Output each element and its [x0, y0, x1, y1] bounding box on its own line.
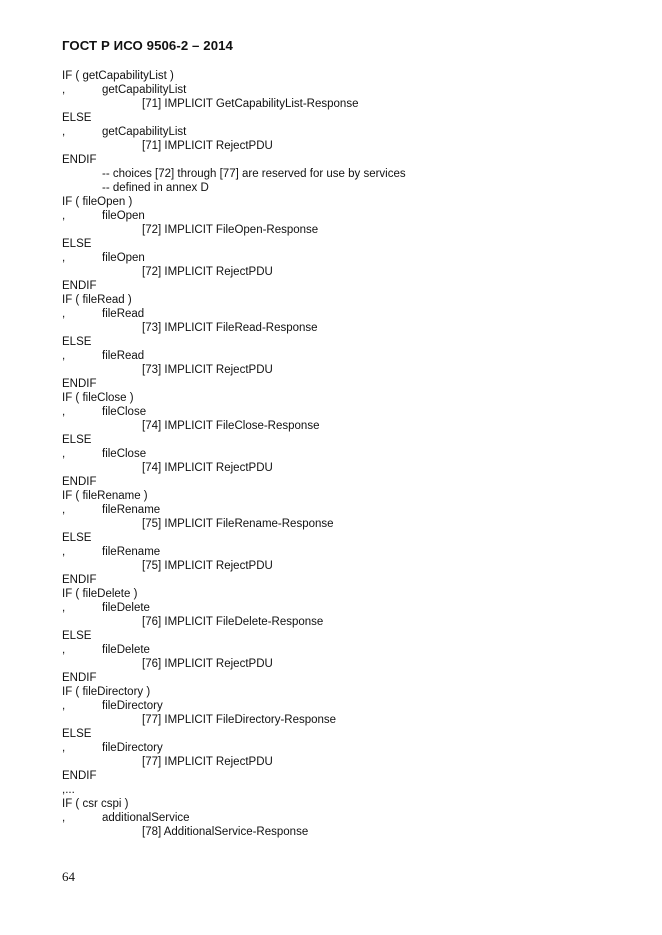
code-line	[62, 769, 406, 783]
code-line	[62, 377, 406, 391]
code-line-text: ELSE	[62, 630, 92, 642]
code-line-text: ENDIF	[62, 378, 97, 390]
code-line-text: IF ( fileDirectory )	[62, 686, 151, 698]
code-line-text: ELSE	[62, 728, 92, 740]
code-line	[62, 335, 406, 349]
comma-separator: ,	[62, 84, 66, 96]
comma-separator: ,	[62, 812, 66, 824]
code-line-text: fileDirectory	[102, 700, 163, 712]
code-line	[62, 83, 406, 97]
code-line-text: [72] IMPLICIT RejectPDU	[142, 266, 273, 278]
code-line-text: [74] IMPLICIT RejectPDU	[142, 462, 273, 474]
code-line	[62, 755, 406, 769]
code-line	[62, 657, 406, 671]
code-line-text: ELSE	[62, 238, 92, 250]
code-line-text: IF ( fileDelete )	[62, 588, 138, 600]
code-line	[62, 167, 406, 181]
code-line-text: ENDIF	[62, 672, 97, 684]
comma-separator: ,	[62, 602, 66, 614]
code-line-text: ELSE	[62, 434, 92, 446]
comma-separator: ,	[62, 700, 66, 712]
code-line-text: [77] IMPLICIT RejectPDU	[142, 756, 273, 768]
code-line-text: fileOpen	[102, 210, 145, 222]
code-line-text: ENDIF	[62, 476, 97, 488]
code-line	[62, 797, 406, 811]
code-line	[62, 811, 406, 825]
code-line-text: IF ( csr cspi )	[62, 798, 129, 810]
code-line	[62, 629, 406, 643]
code-line-text: getCapabilityList	[102, 84, 187, 96]
code-line	[62, 503, 406, 517]
asn1-code-block	[62, 69, 406, 839]
code-line-text: fileRename	[102, 546, 161, 558]
code-line	[62, 223, 406, 237]
code-line	[62, 601, 406, 615]
code-line	[62, 97, 406, 111]
code-line-text: fileDelete	[102, 602, 150, 614]
comma-separator: ,	[62, 210, 66, 222]
code-line-text: -- defined in annex D	[102, 182, 209, 194]
code-line	[62, 405, 406, 419]
code-line	[62, 713, 406, 727]
comma-separator: ,	[62, 644, 66, 656]
code-line-text: [71] IMPLICIT GetCapabilityList-Response	[142, 98, 359, 110]
code-line-text: [75] IMPLICIT RejectPDU	[142, 560, 273, 572]
code-line-text: fileClose	[102, 406, 147, 418]
code-line	[62, 699, 406, 713]
code-line-text: [73] IMPLICIT RejectPDU	[142, 364, 273, 376]
comma-separator: ,	[62, 448, 66, 460]
code-line-text: [71] IMPLICIT RejectPDU	[142, 140, 273, 152]
code-line	[62, 209, 406, 223]
document-header: ГОСТ Р ИСО 9506-2 – 2014	[62, 38, 233, 53]
code-line-text: additionalService	[102, 812, 190, 824]
code-line	[62, 587, 406, 601]
code-line	[62, 279, 406, 293]
code-line	[62, 559, 406, 573]
code-line	[62, 251, 406, 265]
code-line	[62, 363, 406, 377]
code-line	[62, 195, 406, 209]
code-line-text: fileDelete	[102, 644, 150, 656]
code-line	[62, 461, 406, 475]
code-line-text: [75] IMPLICIT FileRename-Response	[142, 518, 334, 530]
code-line	[62, 727, 406, 741]
code-line-text: ,...	[62, 784, 75, 796]
code-line	[62, 825, 406, 839]
code-line-text: IF ( getCapabilityList )	[62, 70, 174, 82]
code-line	[62, 573, 406, 587]
code-line	[62, 69, 406, 83]
code-line-text: ELSE	[62, 336, 92, 348]
code-line	[62, 265, 406, 279]
code-line-text: getCapabilityList	[102, 126, 187, 138]
code-line-text: fileRename	[102, 504, 161, 516]
code-line	[62, 783, 406, 797]
comma-separator: ,	[62, 252, 66, 264]
code-line-text: ELSE	[62, 112, 92, 124]
code-line-text: ENDIF	[62, 770, 97, 782]
code-line	[62, 615, 406, 629]
code-line	[62, 307, 406, 321]
code-line-text: [76] IMPLICIT FileDelete-Response	[142, 616, 324, 628]
comma-separator: ,	[62, 350, 66, 362]
code-line	[62, 391, 406, 405]
code-line	[62, 433, 406, 447]
code-line-text: IF ( fileClose )	[62, 392, 134, 404]
code-line-text: [78] AdditionalService-Response	[142, 826, 309, 838]
comma-separator: ,	[62, 742, 66, 754]
code-line	[62, 349, 406, 363]
code-line	[62, 489, 406, 503]
code-line	[62, 447, 406, 461]
code-line-text: fileClose	[102, 448, 147, 460]
code-line	[62, 531, 406, 545]
code-line-text: IF ( fileRead )	[62, 294, 132, 306]
code-line	[62, 685, 406, 699]
code-line-text: IF ( fileOpen )	[62, 196, 133, 208]
comma-separator: ,	[62, 546, 66, 558]
code-line-text: fileRead	[102, 308, 145, 320]
code-line	[62, 741, 406, 755]
comma-separator: ,	[62, 308, 66, 320]
comma-separator: ,	[62, 504, 66, 516]
code-line	[62, 517, 406, 531]
code-line-text: [76] IMPLICIT RejectPDU	[142, 658, 273, 670]
code-line	[62, 181, 406, 195]
code-line-text: [77] IMPLICIT FileDirectory-Response	[142, 714, 337, 726]
code-line-text: fileDirectory	[102, 742, 163, 754]
code-line-text: fileRead	[102, 350, 145, 362]
comma-separator: ,	[62, 126, 66, 138]
code-line	[62, 237, 406, 251]
code-line-text: ELSE	[62, 532, 92, 544]
code-line-text: fileOpen	[102, 252, 145, 264]
code-line-text: -- choices [72] through [77] are reserved for use by services	[102, 168, 406, 180]
code-line-text: [72] IMPLICIT FileOpen-Response	[142, 224, 319, 236]
page-number: 64	[62, 869, 75, 884]
code-line	[62, 125, 406, 139]
code-line-text: ENDIF	[62, 574, 97, 586]
code-line-text: ENDIF	[62, 280, 97, 292]
code-line	[62, 475, 406, 489]
code-line-text: IF ( fileRename )	[62, 490, 148, 502]
code-line-text: [74] IMPLICIT FileClose-Response	[142, 420, 320, 432]
code-line	[62, 111, 406, 125]
comma-separator: ,	[62, 406, 66, 418]
code-line-text: [73] IMPLICIT FileRead-Response	[142, 322, 318, 334]
code-line	[62, 153, 406, 167]
code-line	[62, 293, 406, 307]
code-line	[62, 545, 406, 559]
code-line	[62, 643, 406, 657]
code-line	[62, 321, 406, 335]
code-line-text: ENDIF	[62, 154, 97, 166]
code-line	[62, 139, 406, 153]
code-line	[62, 671, 406, 685]
code-line	[62, 419, 406, 433]
